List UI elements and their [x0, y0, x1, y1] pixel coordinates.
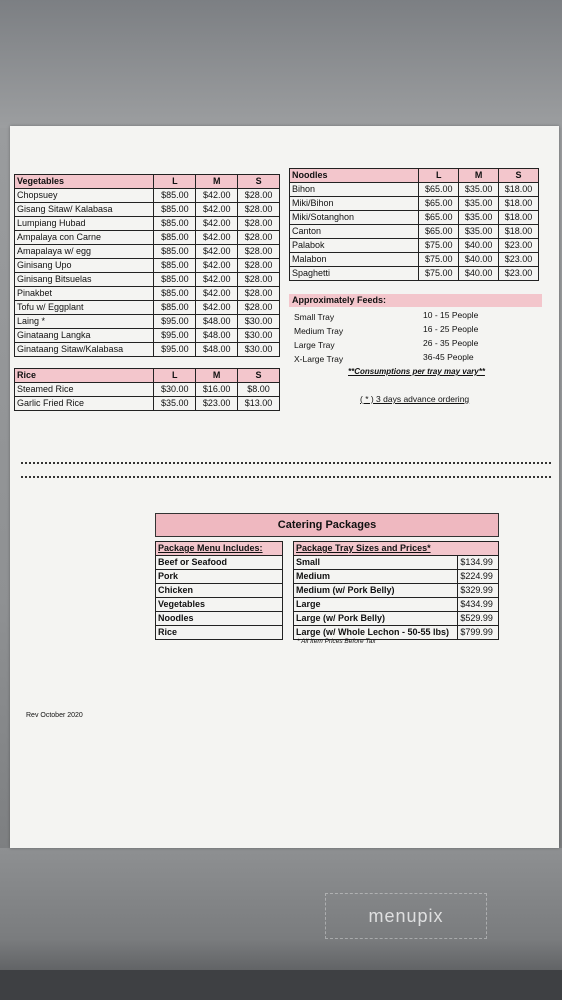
package-size-row: [294, 556, 499, 570]
feeds-title: Approximately Feeds:: [289, 294, 542, 307]
package-includes-title: Package Menu Includes:: [156, 542, 283, 556]
item-name: Ginisang Bitsuelas: [15, 273, 154, 287]
item-name: Ampalaya con Carne: [15, 231, 154, 245]
price-small: $28.00: [238, 301, 280, 315]
price-large: $75.00: [419, 239, 459, 253]
item-name: Garlic Fried Rice: [15, 397, 154, 411]
vegetables-row: [15, 315, 280, 329]
package-size-price: $134.99: [458, 556, 499, 570]
catering-title: Catering Packages: [155, 513, 499, 537]
package-include-item: Chicken: [156, 584, 283, 598]
noodles-row: [290, 211, 539, 225]
size-header-l: L: [419, 169, 459, 183]
background-floor: [0, 970, 562, 1000]
package-size-name: Large: [294, 598, 458, 612]
price-small: $18.00: [499, 211, 539, 225]
price-small: $23.00: [499, 267, 539, 281]
package-include-row: [156, 584, 283, 598]
item-name: Laing *: [15, 315, 154, 329]
price-small: $8.00: [238, 383, 280, 397]
size-header-m: M: [459, 169, 499, 183]
noodles-title: Noodles: [290, 169, 419, 183]
tray-size-label: Small Tray: [294, 312, 335, 322]
price-medium: $40.00: [459, 239, 499, 253]
price-small: $30.00: [238, 315, 280, 329]
item-name: Tofu w/ Eggplant: [15, 301, 154, 315]
noodles-row: [290, 183, 539, 197]
price-small: $30.00: [238, 329, 280, 343]
size-header-s: S: [238, 369, 280, 383]
price-small: $28.00: [238, 273, 280, 287]
noodles-header-row: [290, 169, 539, 183]
item-name: Lumpiang Hubad: [15, 217, 154, 231]
package-size-name: Large (w/ Pork Belly): [294, 612, 458, 626]
price-small: $18.00: [499, 225, 539, 239]
package-size-price: $799.99: [458, 626, 499, 640]
price-medium: $35.00: [459, 197, 499, 211]
price-medium: $35.00: [459, 225, 499, 239]
price-small: $28.00: [238, 245, 280, 259]
vegetables-row: [15, 259, 280, 273]
package-include-row: [156, 570, 283, 584]
price-large: $35.00: [154, 397, 196, 411]
price-large: $85.00: [154, 245, 196, 259]
price-small: $28.00: [238, 189, 280, 203]
item-name: Bihon: [290, 183, 419, 197]
price-small: $28.00: [238, 217, 280, 231]
price-large: $95.00: [154, 315, 196, 329]
divider-line: [21, 462, 551, 464]
noodles-row: [290, 197, 539, 211]
vegetables-row: [15, 231, 280, 245]
price-large: $95.00: [154, 343, 196, 357]
price-small: $13.00: [238, 397, 280, 411]
price-large: $65.00: [419, 197, 459, 211]
item-name: Palabok: [290, 239, 419, 253]
price-medium: $35.00: [459, 183, 499, 197]
package-sizes-header: [294, 542, 499, 556]
package-size-price: $529.99: [458, 612, 499, 626]
price-large: $75.00: [419, 267, 459, 281]
size-header-m: M: [196, 175, 238, 189]
background-top: [0, 0, 562, 128]
price-medium: $48.00: [196, 329, 238, 343]
package-include-item: Pork: [156, 570, 283, 584]
tray-people-count: 16 - 25 People: [423, 324, 479, 334]
price-large: $75.00: [419, 253, 459, 267]
noodles-table: [289, 168, 539, 281]
item-name: Chopsuey: [15, 189, 154, 203]
price-medium: $42.00: [196, 189, 238, 203]
package-size-row: [294, 570, 499, 584]
price-medium: $42.00: [196, 245, 238, 259]
item-name: Miki/Sotanghon: [290, 211, 419, 225]
rice-header-row: [15, 369, 280, 383]
price-medium: $16.00: [196, 383, 238, 397]
price-large: $65.00: [419, 183, 459, 197]
package-size-price: $224.99: [458, 570, 499, 584]
noodles-row: [290, 267, 539, 281]
price-medium: $42.00: [196, 259, 238, 273]
item-name: Miki/Bihon: [290, 197, 419, 211]
size-header-l: L: [154, 175, 196, 189]
price-medium: $42.00: [196, 287, 238, 301]
price-small: $28.00: [238, 203, 280, 217]
package-size-price: $434.99: [458, 598, 499, 612]
price-large: $85.00: [154, 259, 196, 273]
price-medium: $40.00: [459, 267, 499, 281]
item-name: Gisang Sitaw/ Kalabasa: [15, 203, 154, 217]
price-large: $85.00: [154, 217, 196, 231]
price-large: $85.00: [154, 189, 196, 203]
package-include-item: Rice: [156, 626, 283, 640]
package-size-row: [294, 584, 499, 598]
package-includes-header: [156, 542, 283, 556]
rice-row: [15, 397, 280, 411]
package-size-row: [294, 598, 499, 612]
rice-table: [14, 368, 280, 411]
rice-row: [15, 383, 280, 397]
tray-people-count: 36-45 People: [423, 352, 474, 362]
package-includes-table: [155, 541, 283, 640]
price-small: $18.00: [499, 197, 539, 211]
package-size-name: Medium (w/ Pork Belly): [294, 584, 458, 598]
price-medium: $42.00: [196, 231, 238, 245]
noodles-row: [290, 239, 539, 253]
tray-size-label: X-Large Tray: [294, 354, 344, 364]
vegetables-row: [15, 245, 280, 259]
item-name: Steamed Rice: [15, 383, 154, 397]
package-include-row: [156, 626, 283, 640]
feeds-note: **Consumptions per tray may vary**: [348, 367, 485, 376]
price-large: $85.00: [154, 287, 196, 301]
price-large: $85.00: [154, 203, 196, 217]
price-large: $85.00: [154, 231, 196, 245]
package-size-price: $329.99: [458, 584, 499, 598]
vegetables-title: Vegetables: [15, 175, 154, 189]
revision-date: Rev October 2020: [26, 712, 83, 719]
item-name: Amapalaya w/ egg: [15, 245, 154, 259]
menupix-watermark: menupix: [325, 893, 487, 939]
item-name: Ginisang Upo: [15, 259, 154, 273]
price-medium: $42.00: [196, 273, 238, 287]
vegetables-row: [15, 189, 280, 203]
vegetables-row: [15, 203, 280, 217]
price-large: $95.00: [154, 329, 196, 343]
noodles-row: [290, 253, 539, 267]
price-small: $28.00: [238, 231, 280, 245]
price-large: $30.00: [154, 383, 196, 397]
price-medium: $42.00: [196, 203, 238, 217]
menu-sheet: [10, 126, 559, 848]
rice-title: Rice: [15, 369, 154, 383]
tray-size-label: Medium Tray: [294, 326, 344, 336]
tray-people-count: 10 - 15 People: [423, 310, 479, 320]
package-include-item: Vegetables: [156, 598, 283, 612]
price-medium: $35.00: [459, 211, 499, 225]
price-medium: $40.00: [459, 253, 499, 267]
tray-people-count: 26 - 35 People: [423, 338, 479, 348]
tray-size-label: Large Tray: [294, 340, 335, 350]
package-include-item: Beef or Seafood: [156, 556, 283, 570]
package-include-row: [156, 612, 283, 626]
vegetables-row: [15, 301, 280, 315]
price-medium: $48.00: [196, 343, 238, 357]
divider-line: [21, 476, 551, 478]
package-include-row: [156, 598, 283, 612]
vegetables-row: [15, 329, 280, 343]
advance-ordering-note: ( * ) 3 days advance ordering: [360, 394, 470, 404]
package-include-row: [156, 556, 283, 570]
item-name: Ginataang Sitaw/Kalabasa: [15, 343, 154, 357]
size-header-l: L: [154, 369, 196, 383]
item-name: Pinakbet: [15, 287, 154, 301]
noodles-row: [290, 225, 539, 239]
package-size-name: Large (w/ Whole Lechon - 50-55 lbs): [294, 626, 458, 640]
vegetables-row: [15, 217, 280, 231]
price-small: $28.00: [238, 287, 280, 301]
price-small: $30.00: [238, 343, 280, 357]
price-large: $65.00: [419, 225, 459, 239]
tax-footnote: * All Item Prices Before Tax: [297, 638, 376, 645]
price-small: $18.00: [499, 183, 539, 197]
package-size-row: [294, 612, 499, 626]
size-header-m: M: [196, 369, 238, 383]
package-size-name: Small: [294, 556, 458, 570]
item-name: Spaghetti: [290, 267, 419, 281]
price-medium: $23.00: [196, 397, 238, 411]
item-name: Malabon: [290, 253, 419, 267]
package-sizes-table: [293, 541, 499, 640]
price-large: $85.00: [154, 301, 196, 315]
price-small: $28.00: [238, 259, 280, 273]
vegetables-table: [14, 174, 280, 357]
size-header-s: S: [499, 169, 539, 183]
price-medium: $42.00: [196, 301, 238, 315]
package-include-item: Noodles: [156, 612, 283, 626]
package-size-name: Medium: [294, 570, 458, 584]
vegetables-header-row: [15, 175, 280, 189]
price-medium: $42.00: [196, 217, 238, 231]
vegetables-row: [15, 287, 280, 301]
price-small: $23.00: [499, 253, 539, 267]
vegetables-row: [15, 273, 280, 287]
price-large: $65.00: [419, 211, 459, 225]
price-small: $23.00: [499, 239, 539, 253]
price-medium: $48.00: [196, 315, 238, 329]
size-header-s: S: [238, 175, 280, 189]
item-name: Ginataang Langka: [15, 329, 154, 343]
item-name: Canton: [290, 225, 419, 239]
package-sizes-title: Package Tray Sizes and Prices*: [294, 542, 499, 556]
vegetables-row: [15, 343, 280, 357]
price-large: $85.00: [154, 273, 196, 287]
